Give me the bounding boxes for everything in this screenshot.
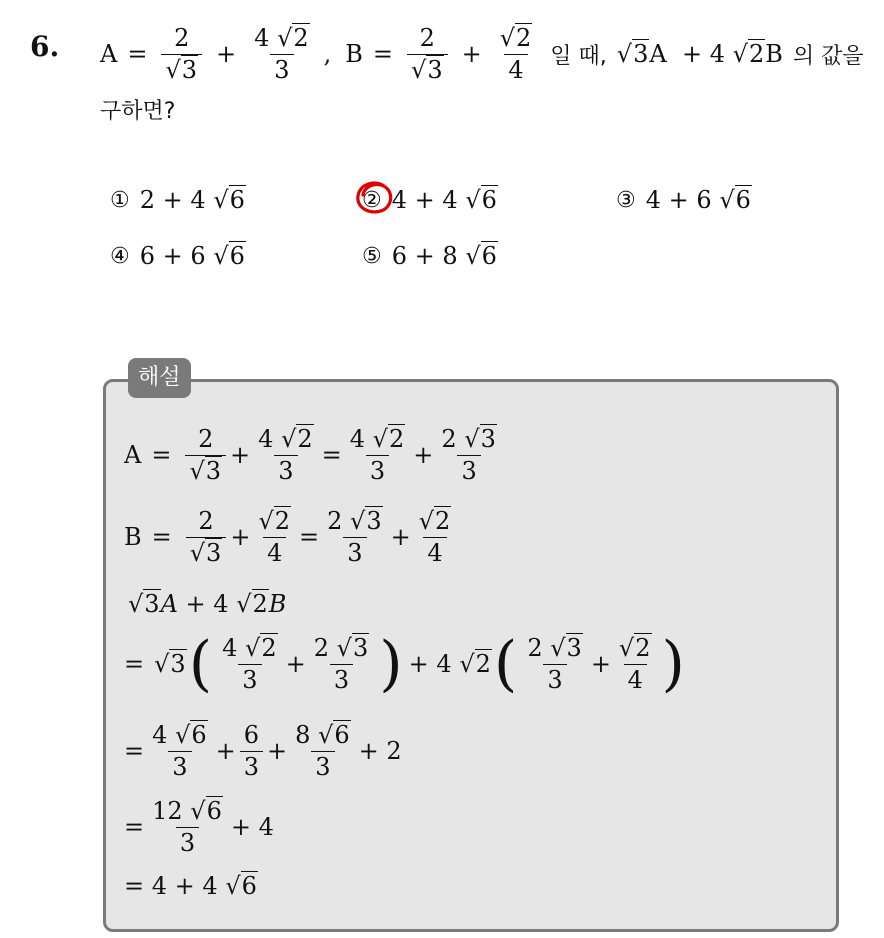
solution-line-substitute: = √3 ( $\frac{4 √2}{3}$ + $\frac{2 √3}{3}$ ) + 4 √2 ( $\frac{2 √3}{3}$ + $\frac{√2}{4}$ ) xyxy=(124,629,685,699)
text-value: 의 값을 xyxy=(792,43,864,69)
choice-3[interactable]: ③ 4 + 6 √6 xyxy=(616,186,751,214)
question-text-find: 구하면? xyxy=(100,99,176,124)
a-term1: $\frac{2}{√3}$ xyxy=(161,25,202,83)
a-term2: $\frac{4 √2}{3}$ xyxy=(254,24,309,84)
question-number: 6. xyxy=(30,30,60,63)
text-when: 일 때, xyxy=(550,43,607,69)
solution-line-expand: = $\frac{4 √6}{3}$ + $\frac{6}{3}$ + $\frac{8 √6}{3}$ + 2 xyxy=(124,721,402,781)
choice-5[interactable]: ⑤ 6 + 8 √6 xyxy=(362,242,497,270)
var-b: B xyxy=(345,40,363,68)
solution-line-a: A = $\frac{2}{√3}$ + $\frac{4 √2}{3}$ = $\frac{4 √2}{3}$ + $\frac{2 √3}{3}$ xyxy=(124,425,496,485)
var-a: A xyxy=(100,40,118,68)
solution-line-expression: √3 A + 4 √2 B xyxy=(128,590,287,618)
target-expression: √3A + 4 √2B xyxy=(616,40,783,68)
b-term1: $\frac{2}{√3}$ xyxy=(407,25,448,83)
answer-circle-mark xyxy=(354,180,396,218)
choice-2[interactable]: ② 4 + 4 √6 xyxy=(362,186,497,214)
question-statement: A = $\frac{2}{√3}$ + $\frac{4 √2}{3}$ , B = $\frac{2}{√3}$ + $\frac{√2}{4}$ 일 때, √3A + 4 √2B 의 값을 xyxy=(100,24,864,84)
solution-line-answer: = 4 + 4 √6 xyxy=(124,872,257,900)
solution-line-combine: = $\frac{12 √6}{3}$ + 4 xyxy=(124,797,274,857)
solution-tag: 해설 xyxy=(128,358,191,398)
b-term2: $\frac{√2}{4}$ xyxy=(499,24,532,84)
choice-4[interactable]: ④ 6 + 6 √6 xyxy=(110,242,245,270)
choice-1[interactable]: ① 2 + 4 √6 xyxy=(110,186,245,214)
solution-line-b: B = $\frac{2}{√3}$ + $\frac{√2}{4}$ = $\frac{2 √3}{3}$ + $\frac{√2}{4}$ xyxy=(124,507,451,567)
